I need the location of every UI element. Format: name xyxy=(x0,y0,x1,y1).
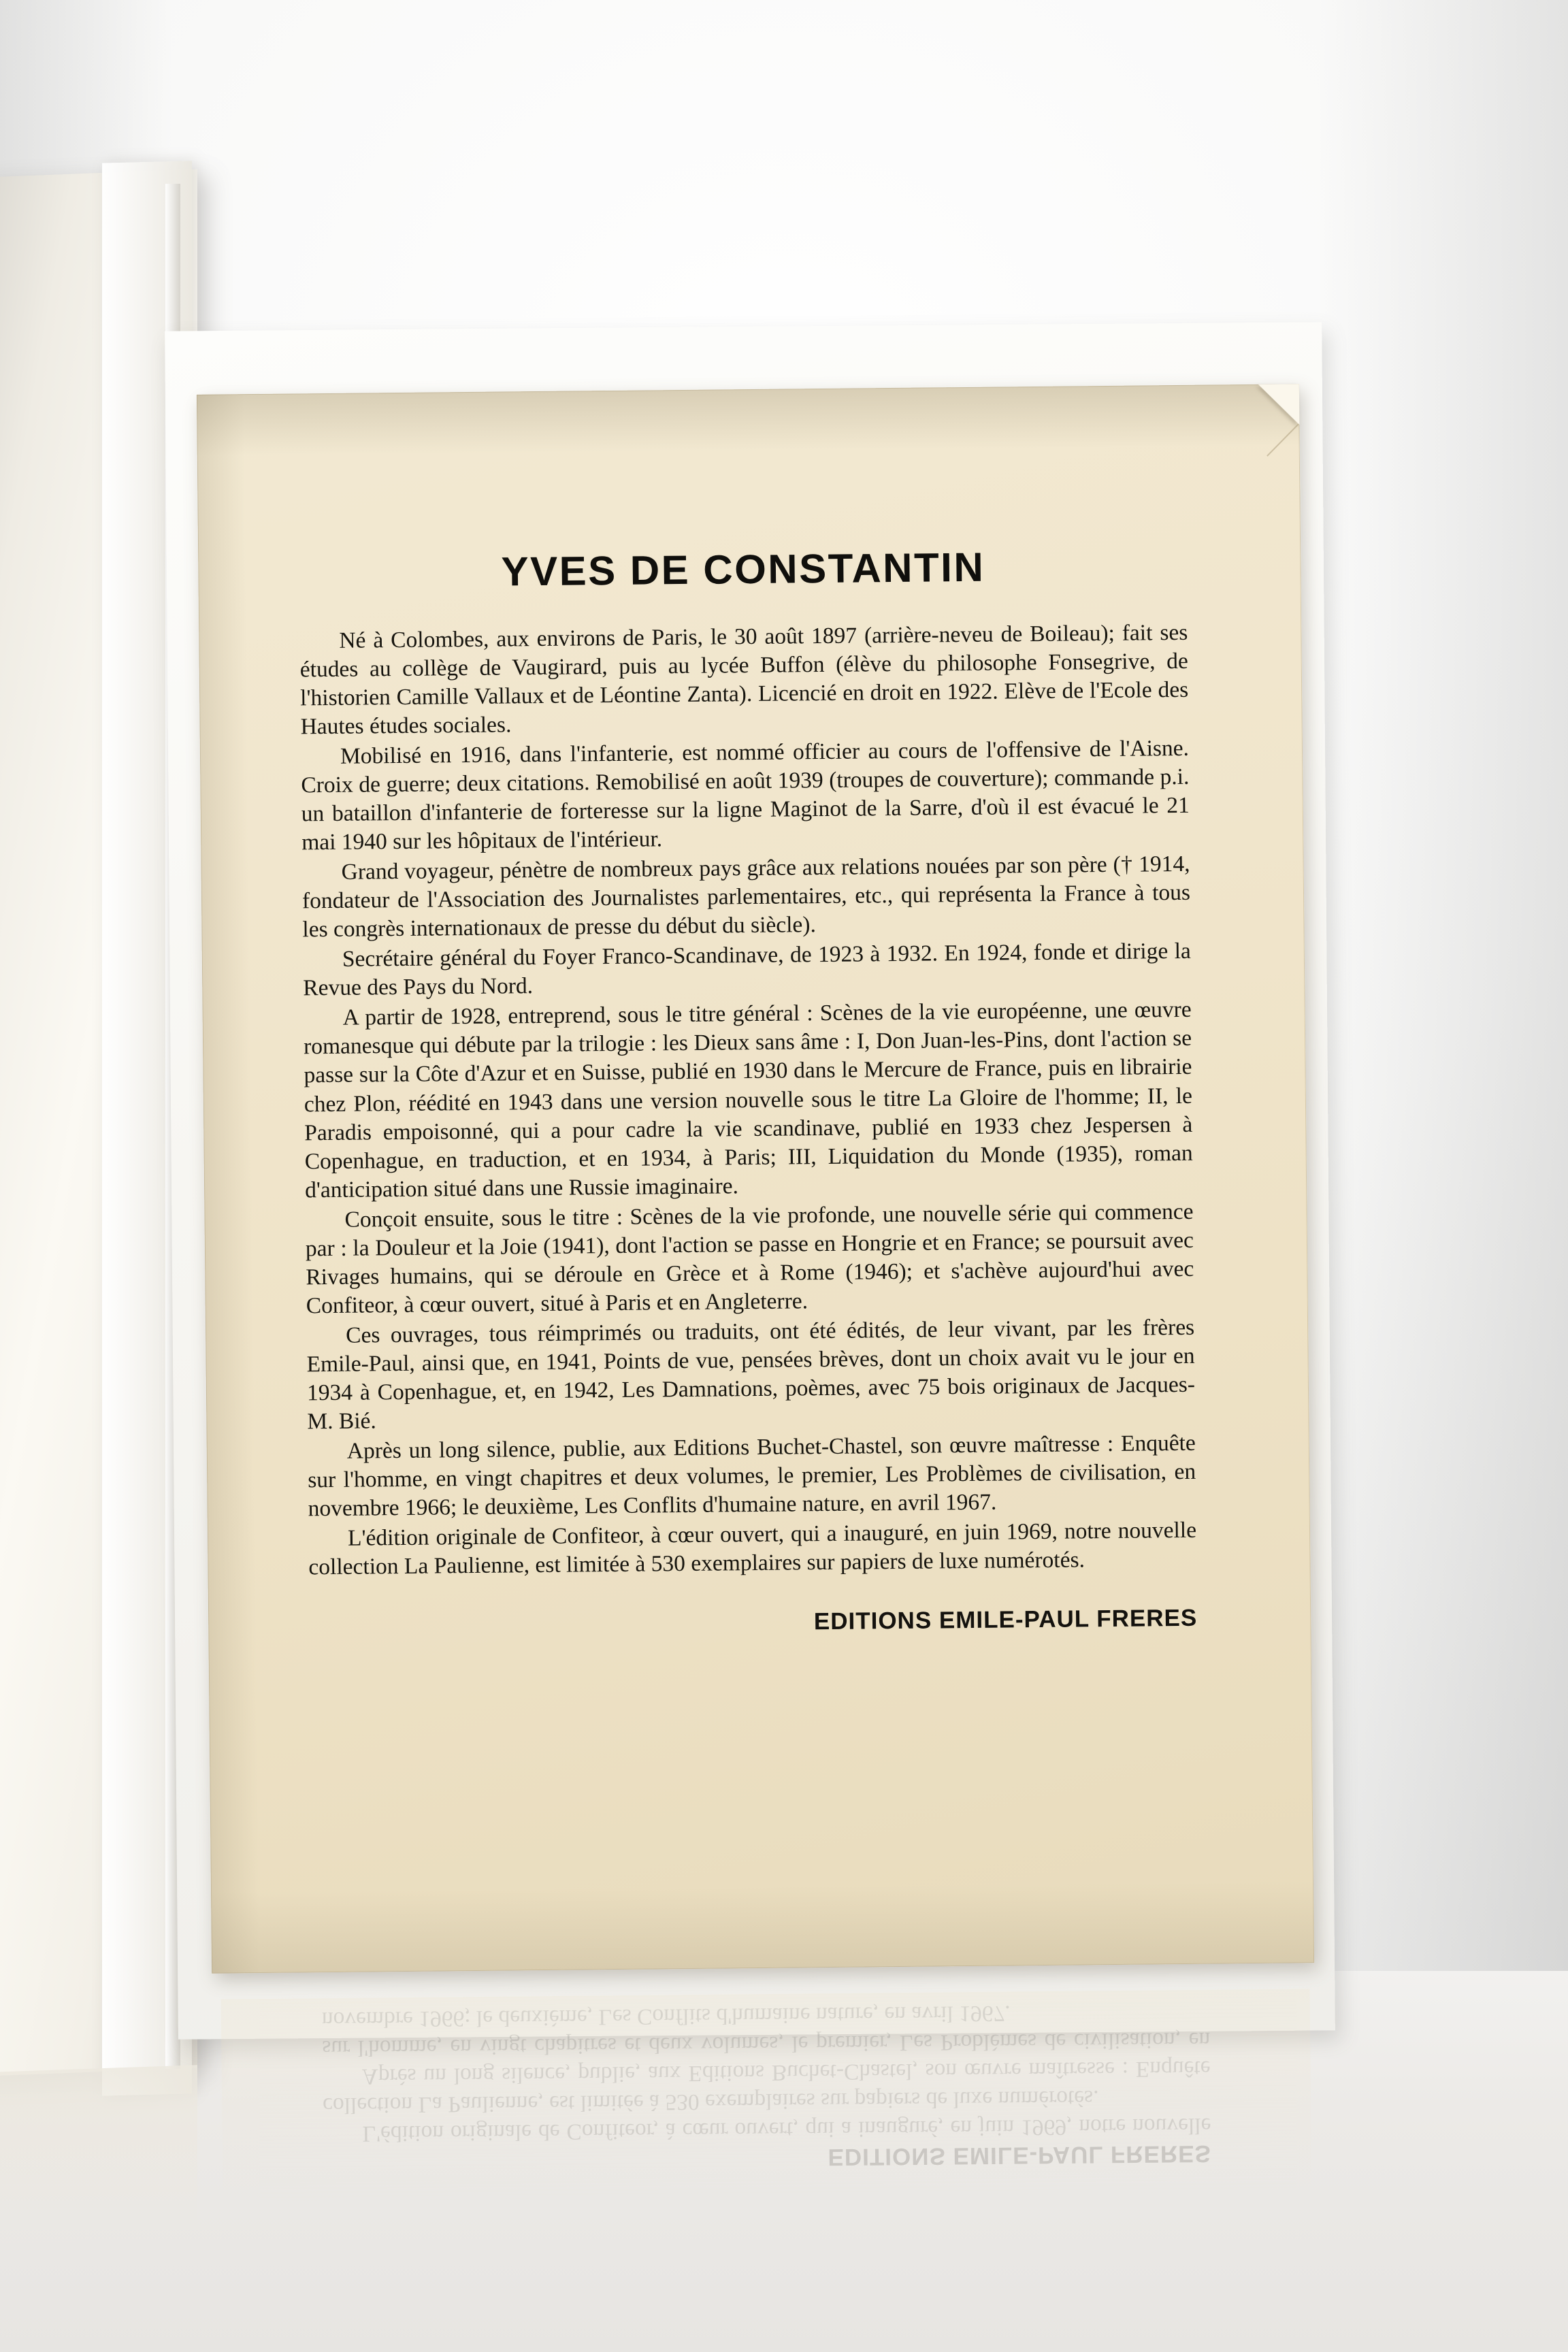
publisher-imprint: EDITIONS EMILE-PAUL FRERES xyxy=(813,1604,1198,1635)
biography-paragraph: Conçoit ensuite, sous le titre : Scènes de la vie profonde, une nouvelle série qui commence par : la Douleur et la Joie (1941), dont l'action se passe en Hongrie et en France; se poursuit avec Rivages humains, qui se déroule en Grèce et à Rome (1946); et s'achève aujourd'hui avec Confiteor, à cœur ouvert, situé à Paris et en Angleterre. xyxy=(305,1198,1194,1319)
dog-ear-corner xyxy=(1258,384,1300,425)
leaf-bottom-shading xyxy=(211,1881,1314,1974)
leaf-reflection xyxy=(221,1989,1312,2203)
biography-paragraph: L'édition originale de Confiteor, à cœur ouvert, qui a inauguré, en juin 1969, notre nouvelle collection La Paulienne, est limitée à 530 exemplaires sur papiers de luxe numérotés. xyxy=(308,1517,1197,1580)
cover-reflection xyxy=(0,2065,197,2250)
reflection-text xyxy=(322,1997,1211,2176)
biography-paragraph: Secrétaire général du Foyer Franco-Scandinave, de 1923 à 1932. En 1924, fonde et dirige la Revue des Pays du Nord. xyxy=(303,938,1191,1001)
book-back-cover-leaf xyxy=(197,384,1314,1973)
biography-paragraph: Grand voyageur, pénètre de nombreux pays grâce aux relations nouées par son père († 1914, fondateur de l'Association des Journalistes parlementaires, etc., qui représenta la France à tous les congrès internationaux de presse du début du siècle). xyxy=(301,851,1191,943)
biography-paragraph: Ces ouvrages, tous réimprimés ou traduits, ont été édités, de leur vivant, par les frères Emile-Paul, ainsi que, en 1941, Points de vue, pensées brèves, dont un choix avait vu le jour en 1934 à Copenhague, et, en 1942, Les Damnations, poèmes, avec 75 bois originaux de Jacques-M. Bié. xyxy=(306,1314,1196,1435)
biography-paragraph: Né à Colombes, aux environs de Paris, le 30 août 1897 (arrière-neveu de Boileau); fait ses études au collège de Vaugirard, puis au lycée Buffon (élève du philosophe Fonsegrive, de l'historien Camille Vallaux et de Léontine Zanta). Licencié en droit en 1922. Elève de l'Ecole des Hautes études sociales. xyxy=(299,619,1189,740)
text-block xyxy=(299,542,1197,1640)
reflection-paragraph: Après un long silence, publie, aux Editions Buchet-Chastel, son œuvre maîtresse : Enquête sur l'homme, en vingt chapitres et deux volumes, le premier, Les Problèmes de civilisation, en novembre 1966; le deuxième, Les Conflits d'humaine nature, en avril 1967. xyxy=(321,2000,1211,2089)
leaf-top-shading xyxy=(197,384,1300,456)
biography-paragraph: A partir de 1928, entreprend, sous le titre général : Scènes de la vie européenne, une œuvre romanesque qui débute par la trilogie : les Dieux sans âme : I, Don Juan-les-Pins, dont l'action se passe sur la Côte d'Azur et en Suisse, publié en 1930 dans le Mercure de France, puis en librairie chez Plon, réédité en 1943 dans une version nouvelle sous le titre La Gloire de l'homme; II, le Paradis empoisonné, qui a pour cadre la vie scandinave, publié en 1933 chez Jespersen à Copenhague, en traduction, et en 1934, à Paris; III, Liquidation du Monde (1935), roman d'anticipation situé dans une Russie imaginaire. xyxy=(303,997,1193,1203)
biography-paragraph: Mobilisé en 1916, dans l'infanterie, est nommé officier au cours de l'offensive de l'Aisne. Croix de guerre; deux citations. Remobilisé en août 1939 (troupes de couverture); commande p.i. un bataillon d'infanterie de forteresse sur la ligne Maginot de la Sarre, d'où il est évacué le 21 mai 1940 sur les hôpitaux de l'intérieur. xyxy=(301,735,1190,855)
page-title: YVES DE CONSTANTIN xyxy=(501,544,985,595)
reflection-paragraph: L'édition originale de Confiteor, à cœur ouvert, qui a inauguré, en juin 1969, notre nouvelle collection La Paulienne, est limitée à 530 exemplaires sur papiers de luxe numérotés. xyxy=(322,2085,1211,2146)
biography-paragraph: Après un long silence, publie, aux Editions Buchet-Chastel, son œuvre maîtresse : Enquête sur l'homme, en vingt chapitres et deux volumes, le premier, Les Problèmes de civilisation, en novembre 1966; le deuxième, Les Conflits d'humaine nature, en avril 1967. xyxy=(308,1430,1196,1522)
reflection-publisher: EDITIONS EMILE-PAUL FRERES xyxy=(828,2140,1212,2171)
